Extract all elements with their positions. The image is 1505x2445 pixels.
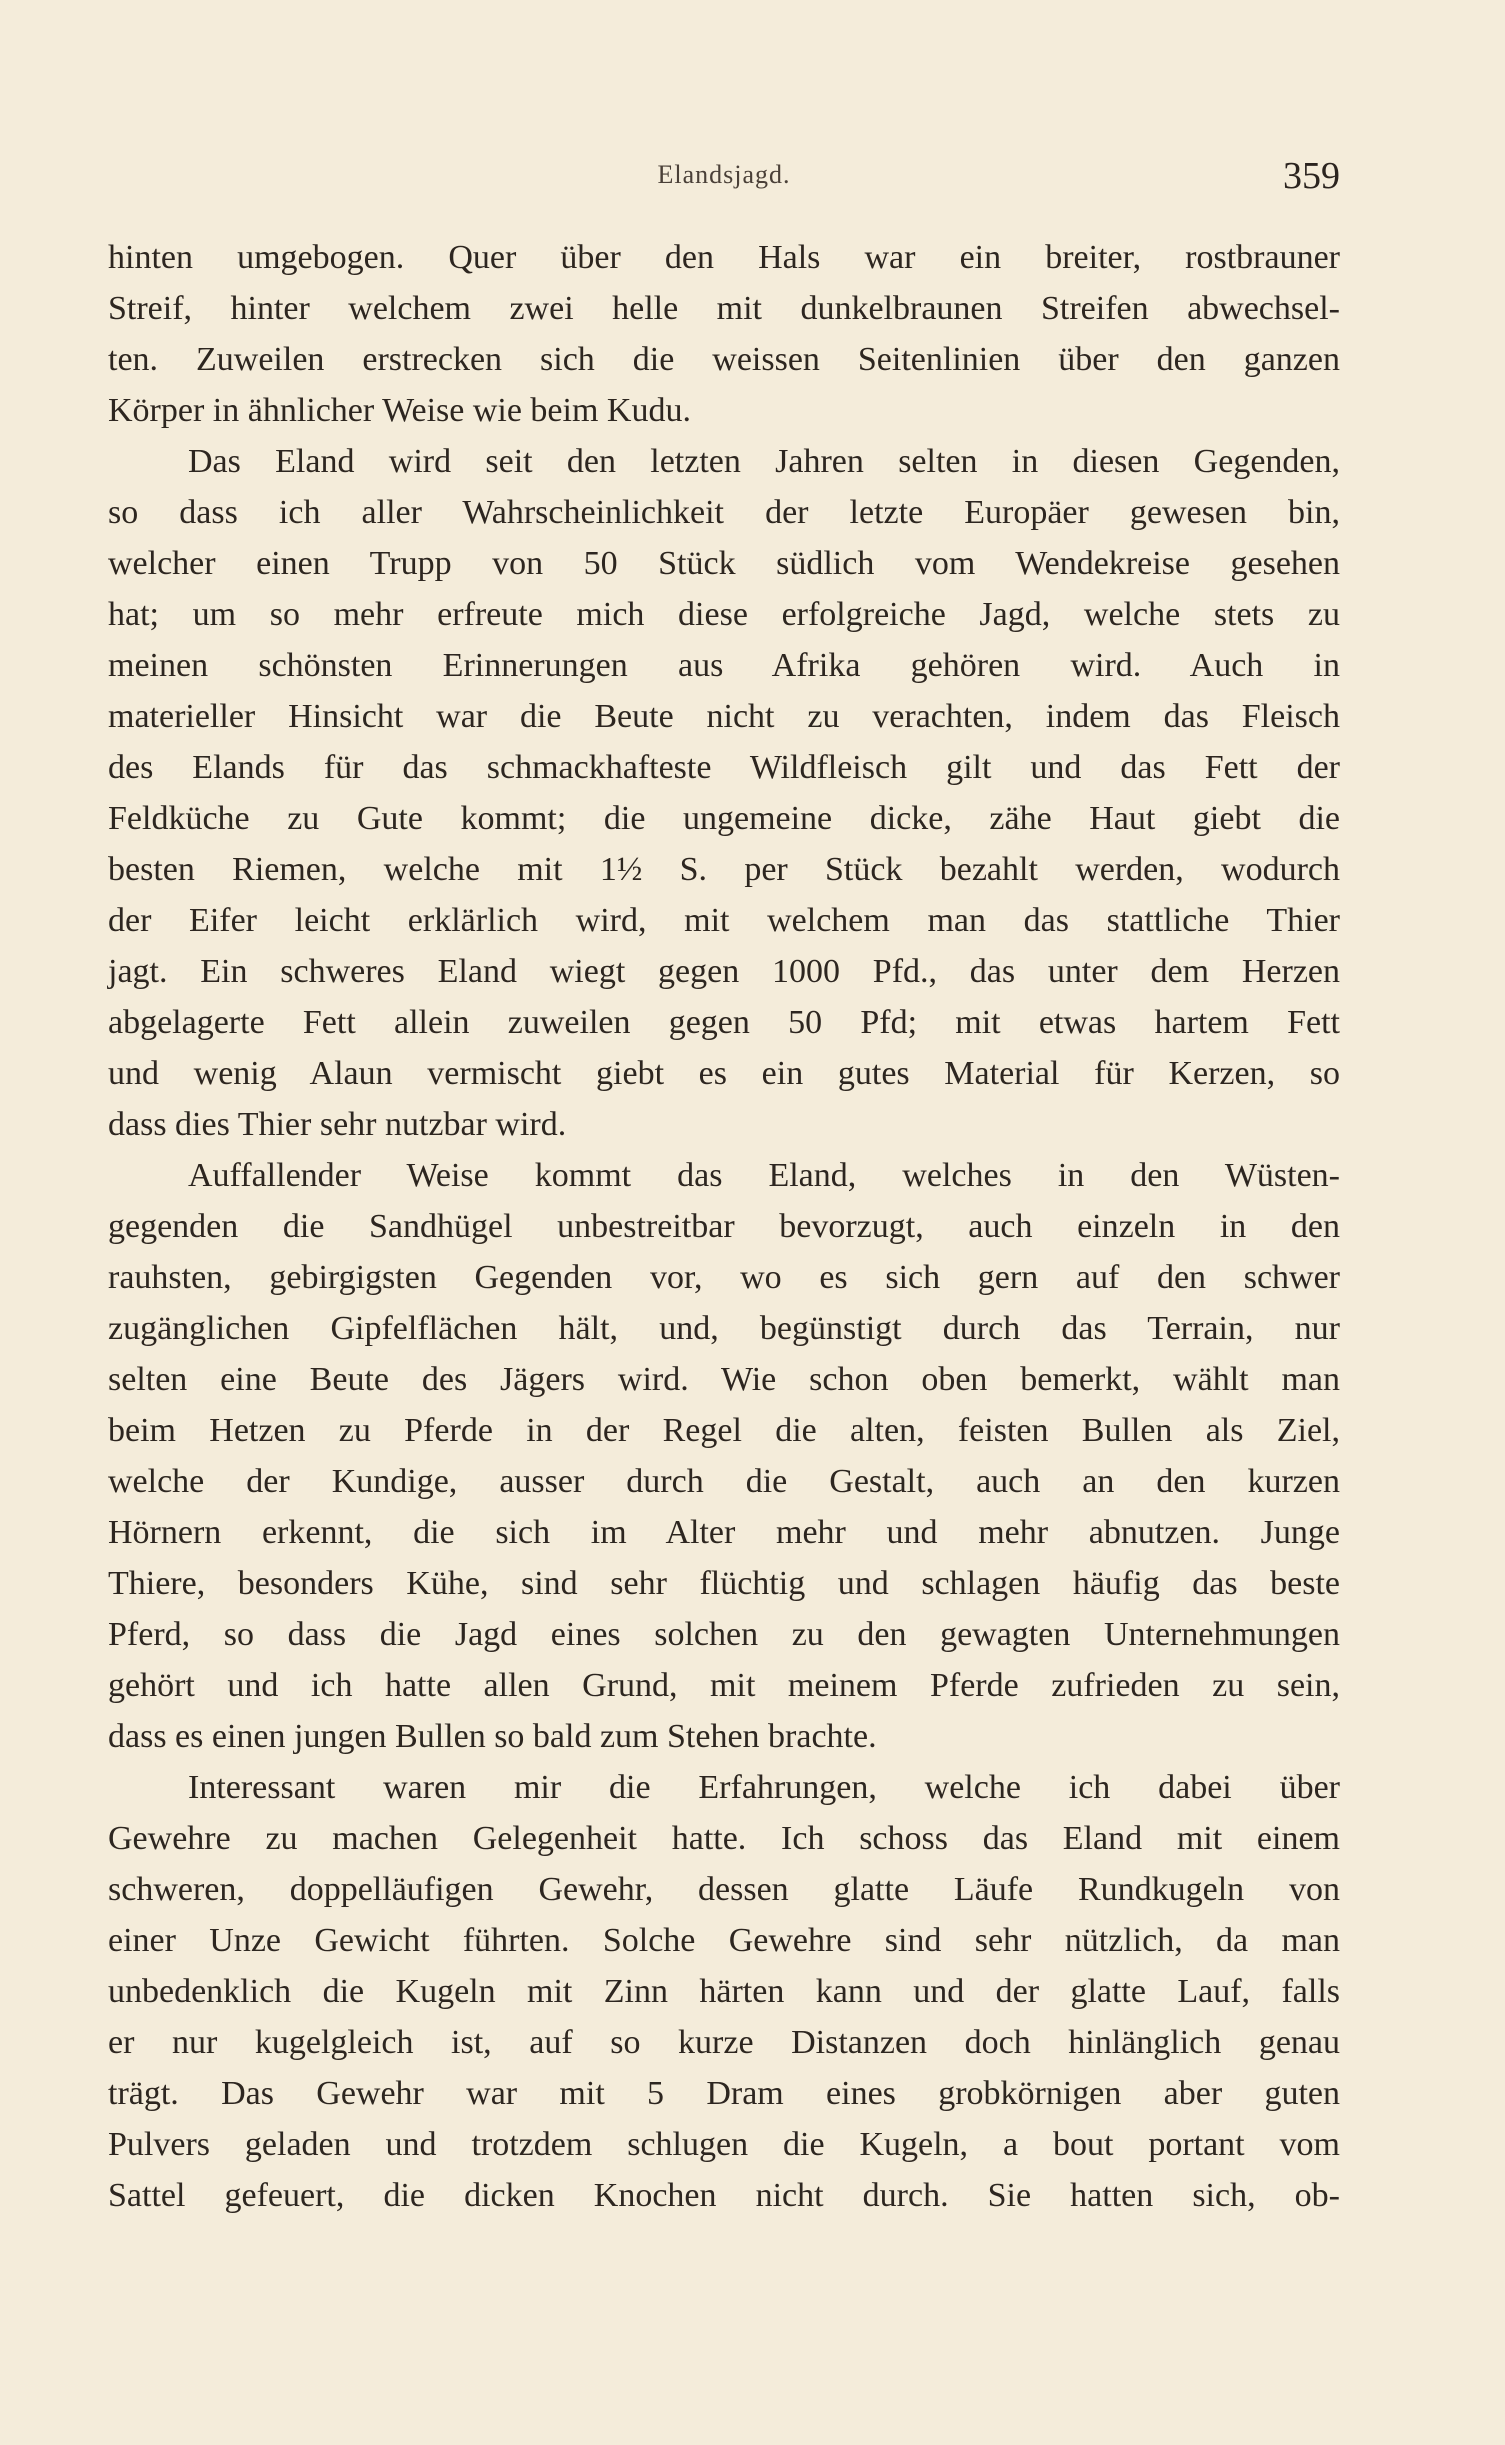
text-line: der Eifer leicht erklärlich wird, mit welchem man das stattliche Thier [108,902,1340,939]
page-number: 359 [1283,155,1340,197]
paragraph-first-line: Das Eland wird seit den letzten Jahren selten in diesen Gegenden, [188,443,1340,480]
text-line: hat; um so mehr erfreute mich diese erfolgreiche Jagd, welche stets zu [108,596,1340,633]
text-line: und wenig Alaun vermischt giebt es ein gutes Material für Kerzen, so [108,1055,1340,1092]
text-line: schweren, doppelläufigen Gewehr, dessen glatte Läufe Rundkugeln von [108,1871,1340,1908]
text-line: ten. Zuweilen erstrecken sich die weissen Seitenlinien über den ganzen [108,341,1340,378]
body-text [108,232,1340,2221]
text-line: beim Hetzen zu Pferde in der Regel die alten, feisten Bullen als Ziel, [108,1412,1340,1449]
text-line: so dass ich aller Wahrscheinlichkeit der letzte Europäer gewesen bin, [108,494,1340,531]
text-line: selten eine Beute des Jägers wird. Wie schon oben bemerkt, wählt man [108,1361,1340,1398]
text-line: dass dies Thier sehr nutzbar wird. [108,1106,567,1143]
text-line: welche der Kundige, ausser durch die Gestalt, auch an den kurzen [108,1463,1340,1500]
text-line: rauhsten, gebirgigsten Gegenden vor, wo es sich gern auf den schwer [108,1259,1340,1296]
text-line: materieller Hinsicht war die Beute nicht zu verachten, indem das Fleisch [108,698,1340,735]
text-line: gegenden die Sandhügel unbestreitbar bevorzugt, auch einzeln in den [108,1208,1340,1245]
text-line: Gewehre zu machen Gelegenheit hatte. Ich schoss das Eland mit einem [108,1820,1340,1857]
text-line: Feldküche zu Gute kommt; die ungemeine dicke, zähe Haut giebt die [108,800,1340,837]
text-line: einer Unze Gewicht führten. Solche Gewehre sind sehr nützlich, da man [108,1922,1340,1959]
text-line: trägt. Das Gewehr war mit 5 Dram eines grobkörnigen aber guten [108,2075,1340,2112]
text-line: dass es einen jungen Bullen so bald zum Stehen brachte. [108,1718,877,1755]
text-line: jagt. Ein schweres Eland wiegt gegen 1000 Pfd., das unter dem Herzen [108,953,1340,990]
text-line: Sattel gefeuert, die dicken Knochen nicht durch. Sie hatten sich, ob- [108,2177,1340,2214]
text-line: Pferd, so dass die Jagd eines solchen zu den gewagten Unternehmungen [108,1616,1340,1653]
text-line: Streif, hinter welchem zwei helle mit dunkelbraunen Streifen abwechsel- [108,290,1340,327]
text-line: Thiere, besonders Kühe, sind sehr flüchtig und schlagen häufig das beste [108,1565,1340,1602]
paragraph-first-line: Auffallender Weise kommt das Eland, welches in den Wüsten- [188,1157,1340,1194]
text-line: er nur kugelgleich ist, auf so kurze Distanzen doch hinlänglich genau [108,2024,1340,2061]
text-line: hinten umgebogen. Quer über den Hals war ein breiter, rostbrauner [108,239,1340,276]
page-header [108,155,1340,200]
running-title: Elandsjagd. [657,160,791,189]
text-line: unbedenklich die Kugeln mit Zinn härten kann und der glatte Lauf, falls [108,1973,1340,2010]
text-line: des Elands für das schmackhafteste Wildfleisch gilt und das Fett der [108,749,1340,786]
text-line: zugänglichen Gipfelflächen hält, und, begünstigt durch das Terrain, nur [108,1310,1340,1347]
text-line: besten Riemen, welche mit 1½ S. per Stück bezahlt werden, wodurch [108,851,1340,888]
text-line: abgelagerte Fett allein zuweilen gegen 50 Pfd; mit etwas hartem Fett [108,1004,1340,1041]
text-line: Körper in ähnlicher Weise wie beim Kudu. [108,392,691,429]
text-line: Hörnern erkennt, die sich im Alter mehr und mehr abnutzen. Junge [108,1514,1340,1551]
text-line: meinen schönsten Erinnerungen aus Afrika gehören wird. Auch in [108,647,1340,684]
text-line: gehört und ich hatte allen Grund, mit meinem Pferde zufrieden zu sein, [108,1667,1340,1704]
text-line: welcher einen Trupp von 50 Stück südlich vom Wendekreise gesehen [108,545,1340,582]
text-line: Pulvers geladen und trotzdem schlugen die Kugeln, a bout portant vom [108,2126,1340,2163]
paragraph-first-line: Interessant waren mir die Erfahrungen, welche ich dabei über [188,1769,1340,1806]
